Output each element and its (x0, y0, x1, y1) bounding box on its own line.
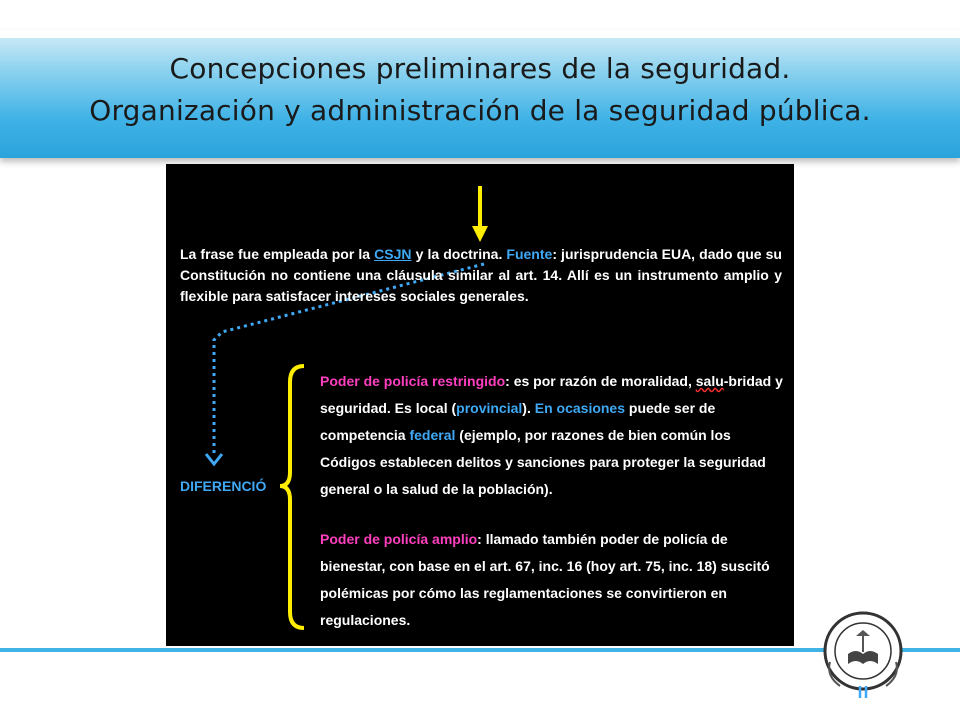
slide-title-line1: Concepciones preliminares de la seguridad. (169, 52, 791, 85)
institute-seal-logo (816, 606, 910, 700)
diferencio-label: DIFERENCIÓ (180, 478, 267, 494)
yellow-brace-icon (278, 362, 308, 632)
slide-title-line2: Organización y administración de la seguridad pública. (89, 94, 871, 127)
poder-amplio-block: Poder de policía amplio: llamado también poder de policía de bienestar, con base en el art. 67, inc. 16 (hoy art. 75, inc. 18) suscitó polémicas por cómo las reglamentaciones se convirtieron en regulaciones. (320, 531, 770, 628)
csjn-link[interactable]: CSJN (374, 246, 412, 262)
content-panel (166, 164, 794, 646)
intro-paragraph: La frase fue empleada por la CSJN y la doctrina. Fuente: jurisprudencia EUA, dado que su Constitución no contiene una cláusula similar al art. 14. Allí es un instrumento amplio y flexible para satisfacer intereses sociales generales. (180, 246, 782, 304)
header-top-line (0, 30, 960, 38)
poder-restringido-block: Poder de policía restringido: es por razón de moralidad, salu-bridad y seguridad. Es local (provincial). En ocasiones puede ser de competencia federal (ejemplo, por razones de bien común los Códigos establecen delitos y sanciones para proteger la seguridad general o la salud de la población). (320, 373, 783, 497)
